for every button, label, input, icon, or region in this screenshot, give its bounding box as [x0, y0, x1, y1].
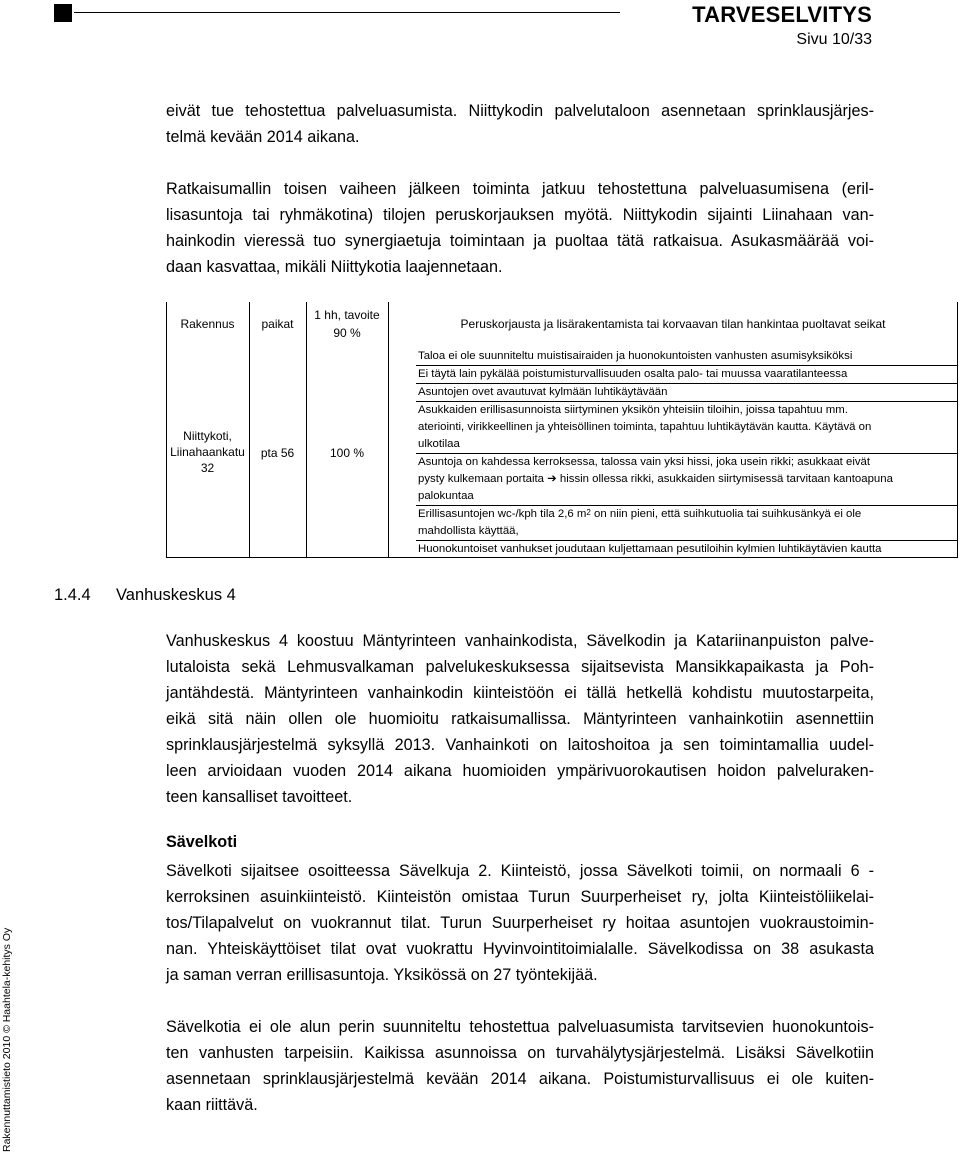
- vanhuskeskus-paragraph: [166, 628, 874, 810]
- arrow-right-icon: ➔: [547, 473, 557, 485]
- seikat-item: Asuntoja on kahdessa kerroksessa, talossa vain yksi hissi, joka usein rikki; asukkaat eivät: [418, 456, 871, 468]
- text-line: kerroksinen asuinkiinteistö. Kiinteistön omistaa Turun Suurperheiset ry, jolta Kiinteistöliikelai-: [166, 888, 874, 906]
- seikat-text: pysty kulkemaan portaita: [418, 473, 544, 485]
- text-line: lisasuntoja tai ryhmäkotina) tilojen peruskorjauksen myötä. Niittykodin sijainti Liinahaan van-: [166, 206, 874, 224]
- table-border: [306, 302, 307, 558]
- section-title: Vanhuskeskus 4: [116, 586, 236, 604]
- seikat-item: ateriointi, virikkeellinen ja yhteisöllinen toiminta, tapahtuu luhtikäytävän kautta. Käytävä on: [418, 421, 872, 433]
- text-line: sprinklausjärjestelmä syksyllä 2013. Vanhainkoti on laitoshoitoa ja sen toimintamallia uudel-: [166, 736, 874, 754]
- seikat-item: Asukkaiden erillisasunnoista siirtyminen yksikön yhteisiin tiloihin, joissa tapahtuu mm.: [418, 404, 848, 416]
- header-tavoite-line1: 1 hh, tavoite: [314, 308, 380, 322]
- text-line: Ratkaisumallin toisen vaiheen jälkeen toiminta jatkuu tehostettuna palveluasumisena (eril-: [166, 180, 874, 198]
- header-rule: [74, 12, 620, 13]
- superscript: 2: [586, 508, 591, 517]
- intro-paragraph: [166, 98, 874, 150]
- seikat-text: on niin pieni, että suihkutuolia tai suihkusänkyä ei ole: [594, 508, 862, 520]
- text-line: Sävelkotia ei ole alun perin suunniteltu tehostettua palveluasumista tarvitsevien huonokuntois-: [166, 1018, 874, 1036]
- text-line: ja saman verran erillisasuntoja. Yksikössä on 27 työntekijää.: [166, 966, 598, 984]
- text-line: eikä sitä näin ollen ole huomioitu ratkaisumallissa. Mäntyrinteen vanhainkotiin asennettiin: [166, 710, 874, 728]
- seikat-item: Ei täytä lain pykälää poistumisturvallisuuden osalta palo- tai muussa vaaratilanteessa: [416, 366, 958, 384]
- text-line: daan kasvattaa, mikäli Niittykotia laajennetaan.: [166, 258, 503, 276]
- text-line: jantähdestä. Mäntyrinteen vanhainkodin kiinteistöön ei tällä hetkellä kohdistu muutostarpeita,: [166, 684, 874, 702]
- seikat-item: Huonokuntoiset vanhukset joudutaan kuljettamaan pesutiloihin kylmien luhtikäytävien kautta: [418, 543, 882, 555]
- text-line: ten vanhusten tarpeisiin. Kaikissa asunnoissa on turvahälytysjärjestelmä. Lisäksi Sävelkotiin: [166, 1044, 874, 1062]
- text-line: hainkodin vieressä tuo synergiaetuja toimintaan ja puoltaa tätä ratkaisua. Asukasmäärää voi-: [166, 232, 874, 250]
- building-line: Liinahaankatu: [170, 445, 245, 459]
- cell-seikat: [416, 348, 958, 558]
- header-seikat: Peruskorjausta ja lisärakentamista tai korvaavan tilan hankintaa puoltavat seikat: [460, 317, 886, 331]
- header-paikat: paikat: [261, 317, 294, 331]
- savelkoti-paragraph-2: [166, 1014, 874, 1118]
- seikat-item: ulkotilaa: [416, 436, 958, 454]
- copyright-sidebar: Rakennuttamistieto 2010 © Haahtela-kehitys Oy: [1, 927, 13, 1152]
- building-table: [166, 302, 958, 558]
- savelkoti-paragraph-1: [166, 858, 874, 988]
- seikat-item: Taloa ei ole suunniteltu muistisairaiden ja huonokuntoisten vanhusten asumisyksiköksi: [416, 348, 958, 366]
- seikat-text: hissin ollessa rikki, asukkaiden siirtymisessä tarvitaan kantoapuna: [559, 473, 893, 485]
- seikat-item: [416, 471, 958, 488]
- cell-paikat: pta 56: [260, 446, 295, 460]
- building-line: Niittykoti,: [183, 429, 232, 443]
- text-line: asennetaan sprinklausjärjestelmä kevään 2014 aikana. Poistumisturvallisuus ei ole kuiten-: [166, 1070, 874, 1088]
- section-number: 1.4.4: [54, 586, 91, 604]
- solution-paragraph: [166, 176, 874, 280]
- header-tavoite-line2: 90 %: [333, 326, 361, 340]
- seikat-item: palokuntaa: [416, 488, 958, 506]
- document-title: TARVESELVITYS: [692, 2, 872, 27]
- text-line: teen kansalliset tavoitteet.: [166, 788, 353, 806]
- text-line: nan. Yhteiskäyttöiset tilat ovat vuokrattu Hyvinvointitoimialalle. Sävelkodissa on 38 asukasta: [166, 940, 874, 958]
- text-line: leen arvioidaan vuoden 2014 aikana huomioiden ympärivuorokautisen hoidon palveluraken-: [166, 762, 874, 780]
- cell-building: [166, 428, 249, 476]
- seikat-item: Asuntojen ovet avautuvat kylmään luhtikäytävään: [416, 384, 958, 402]
- building-line: 32: [200, 461, 215, 475]
- header-rakennus: Rakennus: [180, 317, 235, 331]
- table-border: [249, 302, 250, 558]
- table-border: [388, 302, 389, 558]
- text-line: tos/Tilapalvelut on vuokrannut tilat. Turun Suurperheiset ry hoitaa asuntojen vuokraustoimin-: [166, 914, 874, 932]
- seikat-text: Erillisasuntojen wc-/kph tila 2,6 m: [418, 508, 587, 520]
- page-number: Sivu 10/33: [796, 31, 872, 48]
- seikat-item: mahdollista käyttää,: [416, 523, 958, 541]
- text-line: telmä kevään 2014 aikana.: [166, 128, 360, 146]
- header-square-mark: [54, 4, 72, 22]
- text-line: kaan riittävä.: [166, 1096, 258, 1114]
- text-line: Sävelkoti sijaitsee osoitteessa Sävelkuja 2. Kiinteistö, jossa Sävelkoti toimii, on normaali 6 -: [166, 862, 874, 880]
- section-heading: [54, 586, 236, 605]
- cell-tavoite: 100 %: [329, 446, 365, 460]
- text-line: Vanhuskeskus 4 koostuu Mäntyrinteen vanhainkodista, Sävelkodin ja Katariinanpuiston palve-: [166, 632, 874, 650]
- savelkoti-heading: Sävelkoti: [166, 833, 238, 851]
- text-line: eivät tue tehostettua palveluasumista. Niittykodin palvelutaloon asennetaan sprinklausjärjes-: [166, 102, 874, 120]
- seikat-item: [416, 506, 958, 523]
- text-line: lutaloista sekä Lehmusvalkaman palvelukeskuksessa sijaitsevista Mansikkapaikasta ja Poh-: [166, 658, 874, 676]
